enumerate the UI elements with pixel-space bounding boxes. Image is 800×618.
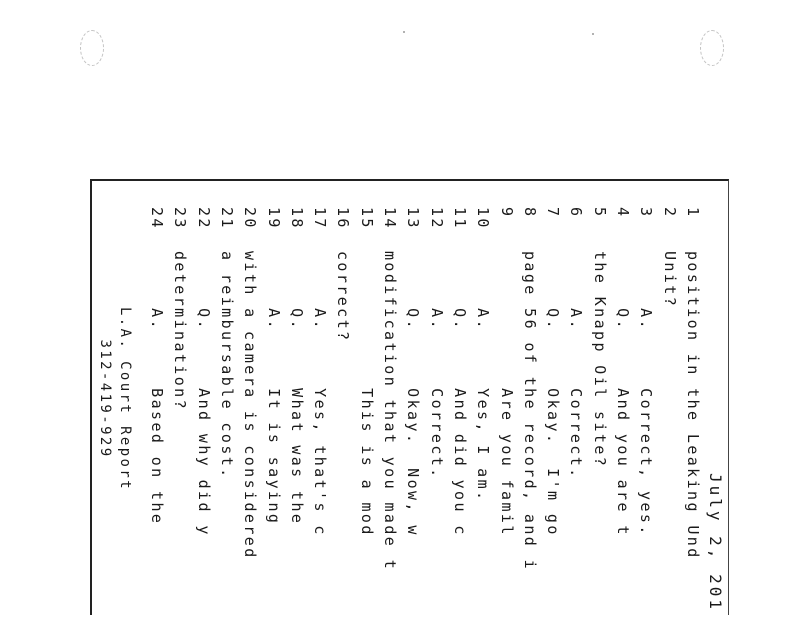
line-text: modification that you made t	[381, 251, 400, 572]
transcript-line	[471, 207, 495, 611]
transcript-line	[192, 207, 216, 611]
footer-reporter-name: L.A. Court Report	[117, 306, 133, 492]
line-text: the Knapp Oil site?	[590, 251, 609, 469]
court-reporter-footer	[95, 181, 135, 617]
transcript-line	[378, 207, 402, 611]
line-text: position in the Leaking Und	[684, 251, 702, 560]
line-number: 1	[684, 207, 702, 219]
line-text: Q. What was the	[287, 251, 306, 526]
line-number: 24	[148, 207, 167, 230]
line-text: A. Yes, that's c	[311, 251, 330, 537]
line-number: 6	[567, 207, 586, 219]
scan-speck	[592, 33, 594, 35]
transcript-line	[238, 207, 262, 611]
line-number: 7	[544, 207, 563, 219]
transcript-line	[634, 207, 658, 611]
line-number: 18	[287, 207, 306, 230]
transcript-line	[518, 207, 542, 611]
line-text: A. Correct.	[567, 251, 586, 480]
transcript-line	[495, 207, 519, 611]
transcript-line	[681, 207, 705, 611]
line-text: Unit?	[660, 251, 679, 309]
line-text: a reimbursable cost.	[218, 251, 236, 480]
transcript-line	[355, 207, 379, 611]
line-number: 10	[474, 207, 493, 230]
line-number: 8	[520, 207, 539, 219]
line-text: determination?	[171, 251, 190, 412]
transcript-line	[448, 207, 472, 611]
line-text: Q. Okay. Now, w	[404, 251, 423, 537]
transcript-line	[145, 207, 169, 611]
transcript-line	[215, 207, 239, 611]
transcript-line	[168, 207, 192, 611]
line-text: Q. Okay. I'm go	[544, 251, 563, 537]
footer-phone: 312-419-929	[97, 339, 113, 459]
line-number: 9	[497, 207, 516, 219]
line-text: This is a mod	[357, 251, 376, 537]
transcript-line	[401, 207, 425, 611]
punch-hole-mark-left	[80, 30, 104, 66]
line-number: 17	[311, 207, 330, 230]
line-text: Q. And why did y	[194, 251, 213, 537]
line-text: A. It is saying	[264, 251, 283, 526]
transcript-line	[308, 207, 332, 611]
line-number: 14	[381, 207, 400, 230]
line-number: 23	[171, 207, 190, 230]
transcript-line	[541, 207, 565, 611]
line-number: 11	[451, 207, 469, 230]
transcript-line	[588, 207, 612, 611]
transcript-line	[425, 207, 449, 611]
line-number: 12	[427, 207, 446, 230]
line-number: 3	[637, 207, 656, 219]
line-number: 21	[218, 207, 236, 230]
line-text: correct?	[334, 251, 353, 343]
transcript-line	[262, 207, 286, 611]
line-text: A. Correct.	[427, 251, 446, 480]
transcript-line	[611, 207, 635, 611]
header-date: July 2, 201	[706, 473, 725, 612]
line-text: Q. And you are t	[614, 251, 633, 537]
line-number: 5	[590, 207, 609, 219]
line-number: 19	[264, 207, 283, 230]
transcript-lines	[145, 207, 705, 611]
transcript-page	[90, 179, 729, 615]
line-number: 15	[357, 207, 376, 230]
line-number: 2	[660, 207, 679, 219]
scan-speck	[403, 31, 405, 33]
line-number: 22	[194, 207, 213, 230]
transcript-line	[332, 207, 356, 611]
line-text: A. Correct, yes.	[637, 251, 656, 537]
line-number: 13	[404, 207, 423, 230]
transcript-line	[565, 207, 589, 611]
line-text: page 56 of the record, and i	[520, 251, 539, 572]
rotated-page-content	[92, 181, 731, 617]
line-number: 4	[614, 207, 633, 219]
line-number: 20	[241, 207, 260, 230]
line-text: Are you famil	[497, 251, 516, 537]
line-text: A. Based on the	[148, 251, 167, 526]
line-number: 16	[334, 207, 353, 230]
punch-hole-mark-right	[700, 30, 724, 66]
line-text: Q. And did you c	[451, 251, 469, 537]
transcript-line	[658, 207, 682, 611]
transcript-line	[285, 207, 309, 611]
line-text: A. Yes, I am.	[474, 251, 493, 503]
line-text: with a camera is considered	[241, 251, 260, 560]
